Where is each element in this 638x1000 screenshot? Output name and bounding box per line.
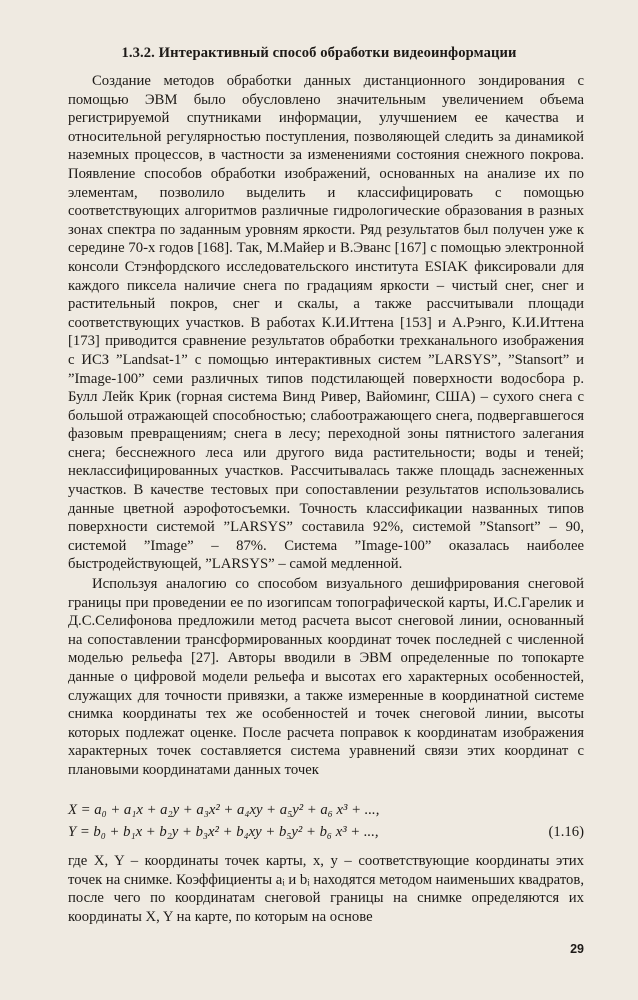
- equation-y: Y = b₀ + b₁x + b₂y + b₃x² + b₄xy + b₅y² + b₆ x³ + ...,: [68, 824, 379, 840]
- paragraph-1: Создание методов обработки данных дистанционного зондирования с помощью ЭВМ было обусловлено значительным увеличением объема регистрируемой спутниками информации, улучшением ее качества и относительной регулярностью поступления, позволяющей следить за динамикой наземных процессов, в частности за изменениями состояния снежного покрова. Появление способов обработки изображений, основанных на анализе их по элементам, позволило выделить и классифицировать с помощью соответствующих алгоритмов различные гидрологические образования в разных зонах спектра по заданным уровням яркости. Ряд результатов был получен уже к середине 70-х годов [168]. Так, М.Майер и В.Эванс [167] с помощью электронной консоли Стэнфордского исследовательского института ESIAK фиксировали для каждого пиксела наличие снега по градациям яркости – чистый снег, снег и растительный покров, снег и скалы, а также рассчитывали площади соответствующих участков. В работах К.И.Иттена [153] и А.Рэнго, К.И.Иттена [173] приводится сравнение результатов обработки трехканального изображения с ИСЗ ”Landsat-1” с помощью интерактивных систем ”LARSYS”, ”Stansort” и ”Image-100” семи различных типов подстилающей поверхности водосбора р. Булл Лейк Крик (горная система Винд Ривер, Вайоминг, США) – сухого снега с большой отражающей способностью; слабоотражающего снега, подвергавшегося фазовым превращениям; снега в лесу; переходной зоны пятнистого залегания снега; бесснежного леса или другого вида растительности; воды и теней; неклассифицированных участков. Рассчитывалась также площадь заснеженных участков. В качестве тестовых при сопоставлении результатов использовались данные цветной аэрофотосъемки. Точность классификации названных типов поверхности системой ”LARSYS” составила 92%, системой ”Stansort” – 90, системой ”Image” – 87%. Система ”Image-100” оказалась наиболее быстродействующей, ”LARSYS” – самой медленной.: [68, 73, 584, 573]
- page-number: 29: [570, 942, 584, 956]
- body-text-block-1: [68, 72, 584, 574]
- equation-number: (1.16): [548, 824, 584, 840]
- paragraph-3: где X, Y – координаты точек карты, x, y – соответствующие координаты этих точек на снимке. Коэффициенты aᵢ и bᵢ находятся методом наименьших квадратов, после чего по координатам снеговой границы на снимке определяются их координаты X, Y на карте, по которым на основе: [68, 853, 584, 925]
- equation-line-x: [68, 800, 584, 822]
- equation-line-y: [68, 822, 584, 844]
- section-heading: 1.3.2. Интерактивный способ обработки видеоинформации: [121, 45, 517, 61]
- paragraph-2: Используя аналогию со способом визуального дешифрирования снеговой границы при проведении ее по изогипсам топографической карты, И.С.Гарелик и Д.С.Селифонова предложили метод расчета высот снеговой линии, основанный на сопоставлении трансформированных координат точек последней с численной моделью рельефа [27]. Авторы вводили в ЭВМ определенные по топокарте данные о цифровой модели рельефа и высотах его характерных особенностей, служащих для точности привязки, а также измеренные в координатной системе снимка координаты тех же особенностей и точек снеговой линии, высоты которых подлежат оценке. После расчета поправок к координатам изображения характерных точек составляется система уравнений связи этих координат с плановыми координатами данных точек: [68, 576, 584, 778]
- equation-system: [68, 800, 584, 844]
- body-text-block-3: [68, 852, 584, 926]
- equation-x: X = a₀ + a₁x + a₂y + a₃x² + a₄xy + a₅y² + a₆ x³ + ...,: [68, 802, 380, 818]
- body-text-block-2: [68, 575, 584, 780]
